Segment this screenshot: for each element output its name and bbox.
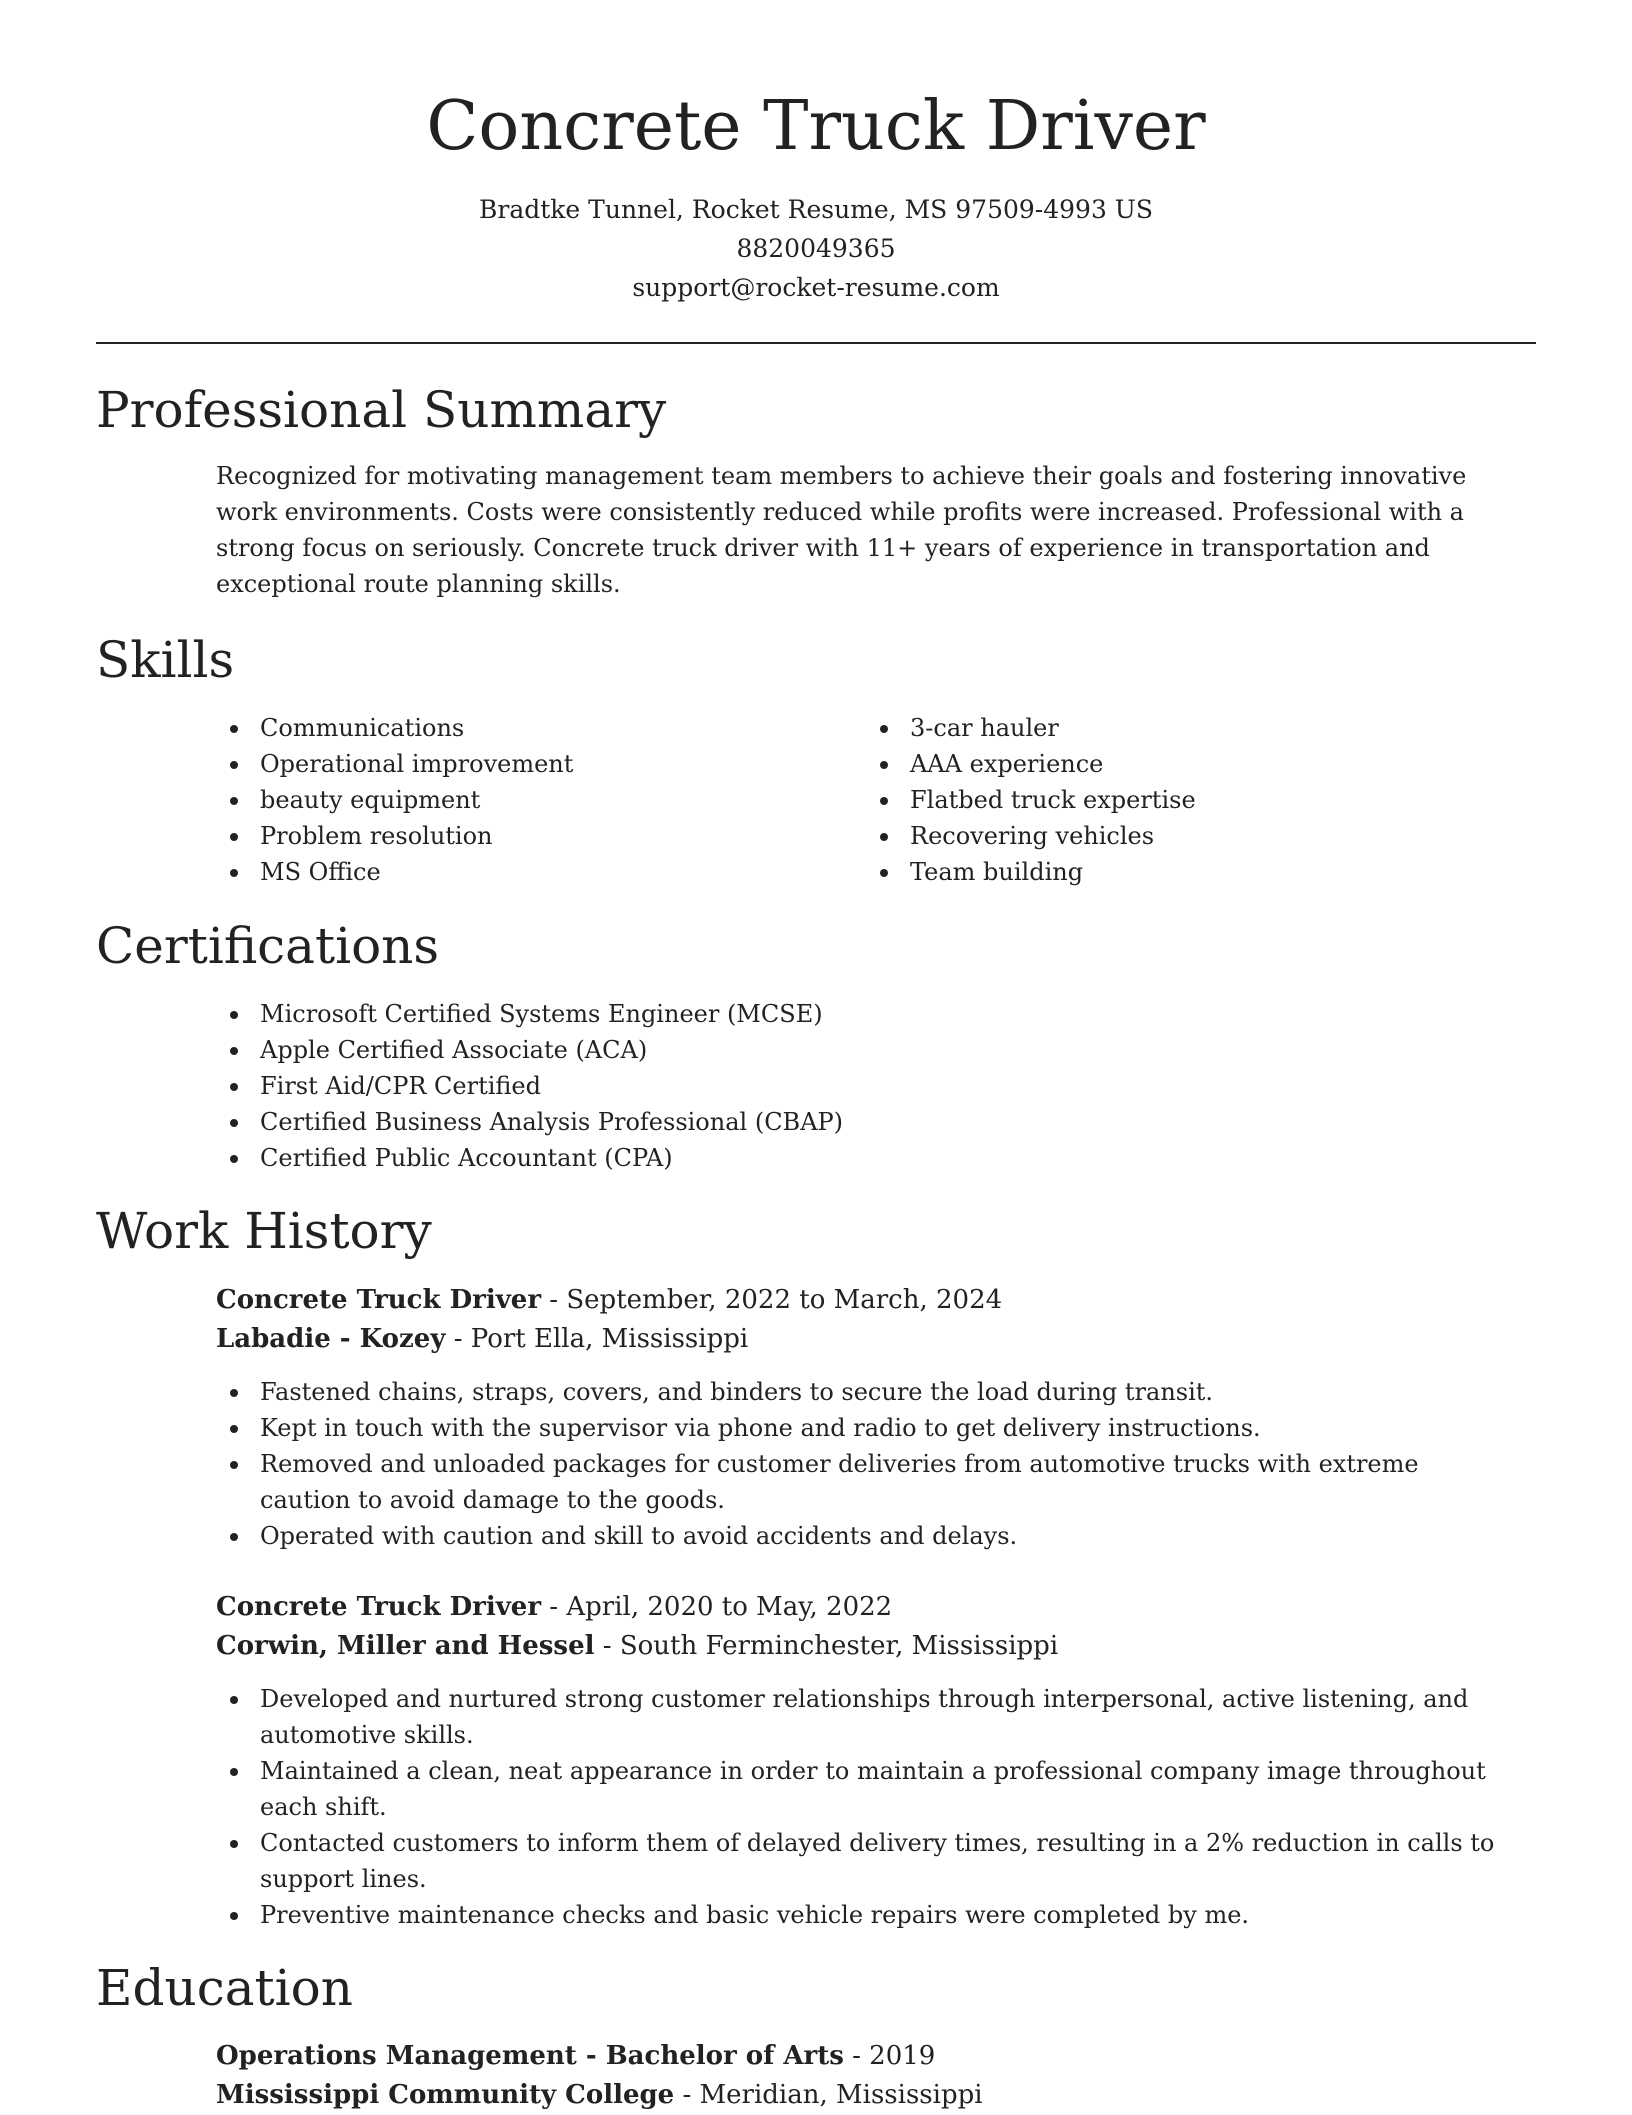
- job-location: - South Ferminchester, Mississippi: [594, 1631, 1059, 1661]
- job-title-line: [216, 1588, 1516, 1627]
- skill-item: MS Office: [216, 854, 816, 890]
- job-company: Labadie - Kozey: [216, 1324, 446, 1354]
- skill-item: AAA experience: [866, 746, 1466, 782]
- skill-item: Problem resolution: [216, 818, 816, 854]
- job-bullets: [216, 1681, 1516, 1933]
- skill-item: Recovering vehicles: [866, 818, 1466, 854]
- skills-heading: Skills: [96, 631, 235, 689]
- skill-item: Team building: [866, 854, 1466, 890]
- header-divider: [96, 342, 1536, 344]
- job-company-line: [216, 1320, 1516, 1359]
- job-bullet: Preventive maintenance checks and basic vehicle repairs were completed by me.: [216, 1897, 1516, 1933]
- certification-item: Certified Public Accountant (CPA): [216, 1140, 1516, 1176]
- contact-phone: 8820049365: [736, 234, 896, 263]
- job-bullets: [216, 1374, 1516, 1554]
- skills-list-left: [216, 710, 816, 890]
- certification-item: Apple Certified Associate (ACA): [216, 1032, 1516, 1068]
- summary-heading: Professional Summary: [96, 381, 667, 439]
- contact-block: [0, 190, 1632, 307]
- job-bullet: Fastened chains, straps, covers, and binders to secure the load during transit.: [216, 1374, 1516, 1410]
- job-bullet: Kept in touch with the supervisor via phone and radio to get delivery instructions.: [216, 1410, 1516, 1446]
- contact-address: Bradtke Tunnel, Rocket Resume, MS 97509-4993 US: [479, 195, 1153, 224]
- skill-item: beauty equipment: [216, 782, 816, 818]
- skill-item: Operational improvement: [216, 746, 816, 782]
- work-history-heading: Work History: [96, 1202, 432, 1260]
- certification-item: Certified Business Analysis Professional (CBAP): [216, 1104, 1516, 1140]
- job-bullet: Removed and unloaded packages for customer deliveries from automotive trucks with extreme caution to avoid damage to the goods.: [216, 1446, 1516, 1518]
- education-school: Mississippi Community College: [216, 2080, 675, 2110]
- skill-item: Communications: [216, 710, 816, 746]
- job-bullet: Operated with caution and skill to avoid accidents and delays.: [216, 1518, 1516, 1554]
- education-location: - Meridian, Mississippi: [674, 2080, 983, 2110]
- certification-item: Microsoft Certified Systems Engineer (MCSE): [216, 996, 1516, 1032]
- skill-item: Flatbed truck expertise: [866, 782, 1466, 818]
- job-dates: - April, 2020 to May, 2022: [541, 1592, 893, 1622]
- job-dates: - September, 2022 to March, 2024: [541, 1285, 1003, 1315]
- job-company-line: [216, 1627, 1516, 1666]
- education-year: - 2019: [843, 2041, 936, 2071]
- job-company: Corwin, Miller and Hessel: [216, 1631, 595, 1661]
- job-bullet: Contacted customers to inform them of delayed delivery times, resulting in a 2% reduction in calls to support lines.: [216, 1825, 1516, 1897]
- summary-text: Recognized for motivating management team members to achieve their goals and fostering innovative work environments. Costs were consistently reduced while profits were increased. Professional with a strong focus on seriously. Concrete truck driver with 11+ years of experience in transportation and exceptional route planning skills.: [216, 462, 1467, 598]
- job-bullet: Developed and nurtured strong customer relationships through interpersonal, active listening, and automotive skills.: [216, 1681, 1516, 1753]
- education-degree: Operations Management - Bachelor of Arts: [216, 2041, 844, 2071]
- job-location: - Port Ella, Mississippi: [445, 1324, 749, 1354]
- certifications-heading: Certifications: [96, 917, 440, 975]
- certification-item: First Aid/CPR Certified: [216, 1068, 1516, 1104]
- education-school-line: [216, 2076, 1516, 2115]
- education-degree-line: [216, 2037, 1516, 2076]
- job-role: Concrete Truck Driver: [216, 1592, 542, 1622]
- education-heading: Education: [96, 1959, 353, 2017]
- contact-email: support@rocket-resume.com: [632, 273, 1000, 302]
- candidate-name: Concrete Truck Driver: [426, 87, 1206, 166]
- skill-item: 3-car hauler: [866, 710, 1466, 746]
- job-bullet: Maintained a clean, neat appearance in order to maintain a professional company image throughout each shift.: [216, 1753, 1516, 1825]
- skills-list-right: [866, 710, 1466, 890]
- certifications-list: [216, 996, 1516, 1176]
- job-title-line: [216, 1281, 1516, 1320]
- job-role: Concrete Truck Driver: [216, 1285, 542, 1315]
